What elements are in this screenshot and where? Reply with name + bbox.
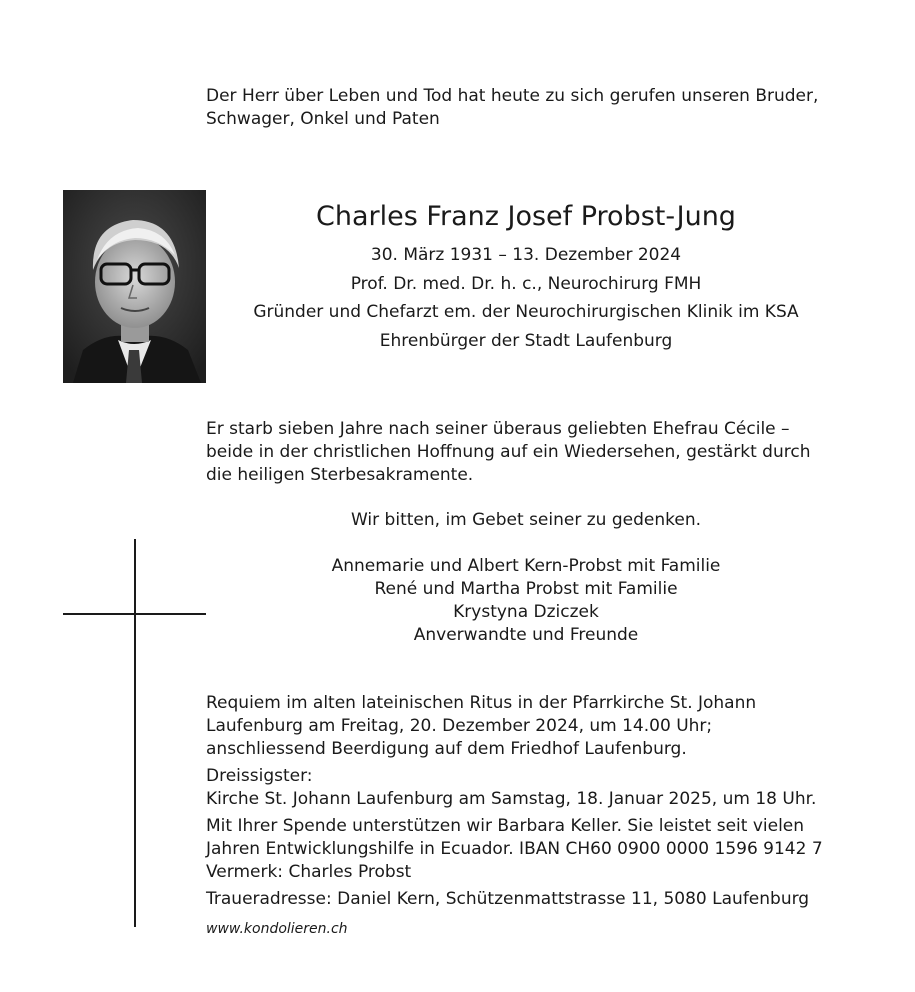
cross-icon-horizontal [63,613,206,615]
dreissigster-line: Kirche St. Johann Laufenburg am Samstag, 18. Januar 2025, um 18 Uhr. [206,789,817,809]
honorary-citizen: Ehrenbürger der Stadt Laufenburg [379,330,673,351]
family-member: Krystyna Dziczek [453,602,599,622]
death-notice-line: beide in der christlichen Hoffnung auf ein Wiedersehen, gestärkt durch [206,442,811,462]
dreissigster-line: Dreissigster: [206,766,313,786]
website-link[interactable]: www.kondolieren.ch [206,921,348,937]
deceased-details [206,241,846,355]
death-notice-line: die heiligen Sterbesakramente. [206,465,474,485]
requiem-line: Laufenburg am Freitag, 20. Dezember 2024, um 14.00 Uhr; [206,716,713,736]
prayer-request: Wir bitten, im Gebet seiner zu gedenken. [351,510,701,530]
professional-role: Gründer und Chefarzt em. der Neurochirurgischen Klinik im KSA [253,302,799,322]
family-list [206,555,846,647]
deceased-name: Charles Franz Josef Probst-Jung [316,201,736,232]
donation-line: Vermerk: Charles Probst [206,862,412,882]
family-member: Annemarie und Albert Kern-Probst mit Familie [331,556,721,576]
donation-line: Mit Ihrer Spende unterstützen wir Barbara Keller. Sie leistet seit vielen [206,816,805,836]
death-notice-line: Er starb sieben Jahre nach seiner überaus geliebten Ehefrau Cécile – [206,419,790,439]
dreissigster-info [206,765,886,811]
life-dates: 30. März 1931 – 13. Dezember 2024 [370,245,682,265]
intro-line: Der Herr über Leben und Tod hat heute zu sich gerufen unseren Bruder, [206,86,819,106]
donation-info [206,815,886,884]
donation-line: Jahren Entwicklungshilfe in Ecuador. IBAN CH60 0900 0000 1596 9142 7 [206,839,823,859]
requiem-info [206,692,886,761]
requiem-line: Requiem im alten lateinischen Ritus in der Pfarrkirche St. Johann [206,693,757,713]
family-member: Anverwandte und Freunde [413,625,639,645]
requiem-line: anschliessend Beerdigung auf dem Friedhof Laufenburg. [206,739,687,759]
intro-line: Schwager, Onkel und Paten [206,109,440,129]
intro-text [206,85,866,131]
mourning-address [206,888,886,911]
cross-icon-vertical [134,539,136,927]
academic-title: Prof. Dr. med. Dr. h. c., Neurochirurg FMH [350,273,702,294]
service-info [206,692,886,915]
family-member: René und Martha Probst mit Familie [374,579,678,599]
portrait-photo [63,190,206,383]
address-line: Traueradresse: Daniel Kern, Schützenmattstrasse 11, 5080 Laufenburg [206,889,810,909]
death-notice [206,418,866,487]
